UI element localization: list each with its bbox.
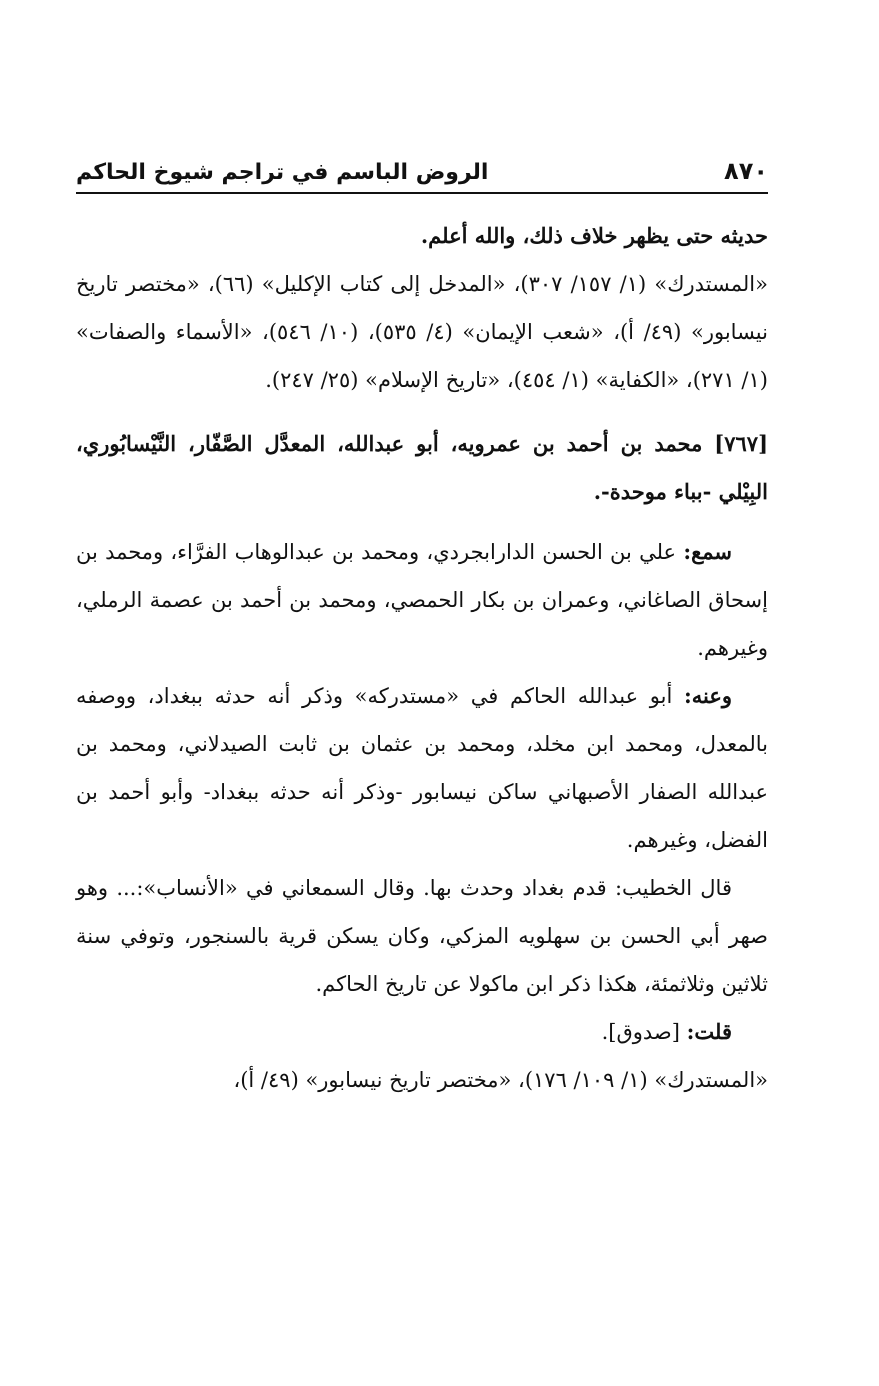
from-label: وعنه: (683, 683, 732, 708)
narrators-paragraph (76, 672, 768, 864)
heard-label: سمع: (683, 539, 733, 564)
previous-entry-conclusion: حديثه حتى يظهر خلاف ذلك، والله أعلم. (420, 223, 768, 248)
running-header (76, 145, 768, 185)
spacer (76, 404, 768, 420)
khatib-paragraph: قال الخطيب: قدم بغداد وحدث بها. وقال السمعاني في «الأنساب»:... وهو صهر أبي الحسن بن سهلويه المزكي، وكان يسكن قرية بالسنجور، وتوفي سنة ثلاثين وثلاثمئة، هكذا ذكر ابن ماكولا عن تاريخ الحاكم. (76, 876, 768, 996)
entry-heading: [٧٦٧] محمد بن أحمد بن عمرويه، أبو عبدالله، المعدَّل الصَّفّار، النَّيْسابُوري، البِيْلي -بباء موحدة-. (76, 431, 768, 504)
from-text: أبو عبدالله الحاكم في «مستدركه» وذكر أنه حدثه ببغداد، ووصفه بالمعدل، ومحمد ابن مخلد، ومحمد بن عثمان بن ثابت الصيدلاني، ومحمد بن عبدالله الصفار الأصبهاني ساكن نيسابور -وذكر أنه حدثه ببغداد- وأبو أحمد بن الفضل، وغيرهم. (76, 684, 768, 852)
verdict-text: [صدوق]. (601, 1020, 680, 1044)
book-title: الروض الباسم في تراجم شيوخ الحاكم (76, 160, 489, 185)
page-body (76, 212, 768, 1104)
header-divider (76, 192, 768, 194)
heard-text: علي بن الحسن الدارابجردي، ومحمد بن عبدالوهاب الفرَّاء، ومحمد بن إسحاق الصاغاني، وعمران بن بكار الحمصي، ومحمد بن أحمد بن عصمة الرملي، وغيرهم. (76, 540, 768, 660)
entry-references: «المستدرك» (١/ ١٠٩/ ١٧٦)، «مختصر تاريخ نيسابور» (٤٩/ أ)، (233, 1068, 768, 1092)
spacer (76, 516, 768, 528)
heard-from-paragraph (76, 528, 768, 672)
page-number: ٨٧٠ (724, 157, 768, 185)
verdict-label: قلت: (686, 1019, 732, 1044)
verdict-paragraph (76, 1008, 768, 1056)
previous-entry-references: «المستدرك» (١/ ١٥٧/ ٣٠٧)، «المدخل إلى كتاب الإكليل» (٦٦)، «مختصر تاريخ نيسابور» (٤٩/ أ)، «شعب الإيمان» (٤/ ٥٣٥)، (١٠/ ٥٤٦)، «الأسماء والصفات» (١/ ٢٧١)، «الكفاية» (١/ ٤٥٤)، «تاريخ الإسلام» (٢٥/ ٢٤٧). (76, 272, 768, 392)
